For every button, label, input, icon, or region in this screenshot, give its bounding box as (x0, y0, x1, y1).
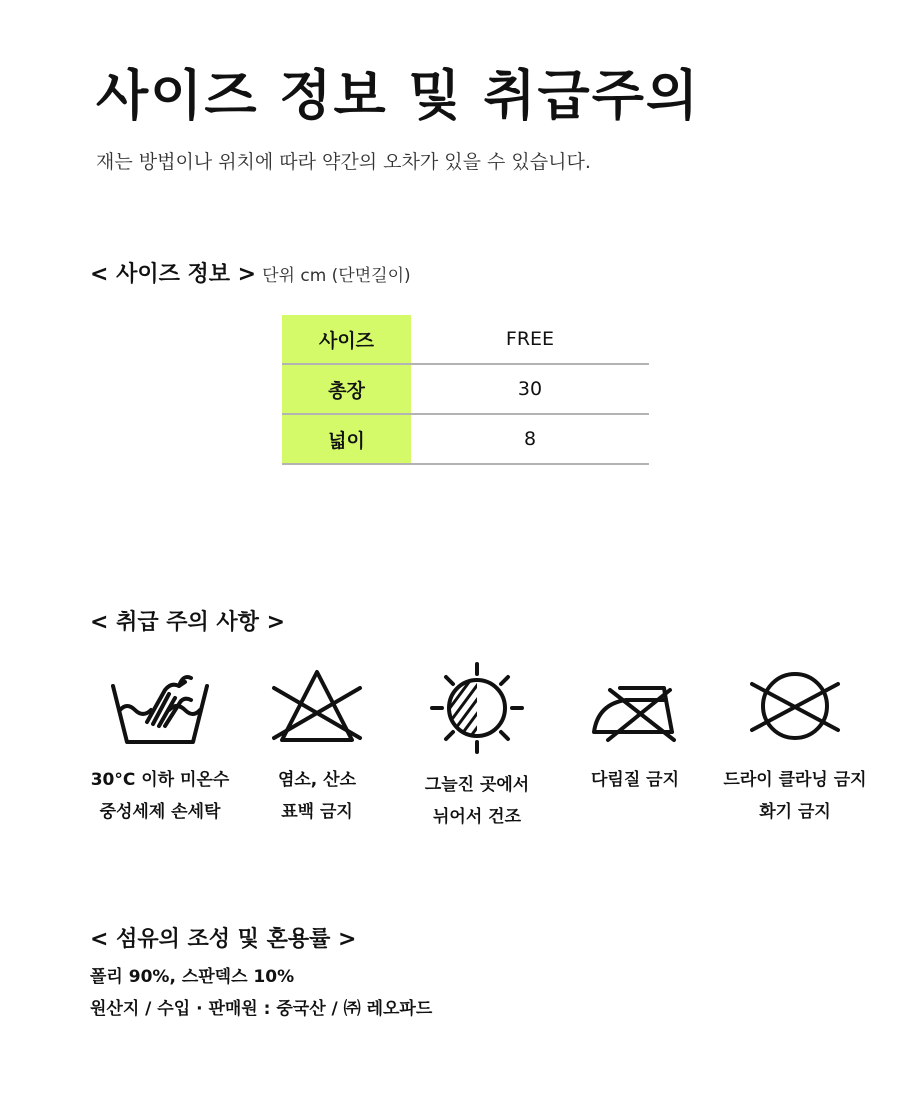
shade-dry-icon (422, 660, 532, 755)
care-item (232, 660, 402, 828)
page-title: 사이즈 정보 및 취급주의 (96, 64, 701, 127)
care-caption-line2: 중성세제 손세탁 (99, 802, 221, 822)
fiber-section-heading: < 섬유의 조성 및 혼용률 > (90, 927, 357, 952)
size-heading-text: < 사이즈 정보 > (90, 262, 257, 287)
size-section-heading (90, 260, 411, 291)
care-item (75, 660, 245, 828)
row-value: 8 (411, 414, 649, 464)
care-caption-line1: 30°C 이하 미온수 (90, 770, 230, 790)
row-label: 넓이 (282, 414, 411, 464)
size-table (282, 315, 649, 465)
care-icons-row (80, 660, 880, 860)
row-value: 30 (411, 364, 649, 414)
care-caption-line1: 그늘진 곳에서 (424, 775, 530, 795)
page-subtitle: 재는 방법이나 위치에 따라 약간의 오차가 있을 수 있습니다. (96, 151, 591, 173)
care-caption-line2: 뉘어서 건조 (432, 807, 522, 827)
care-item (710, 660, 880, 828)
no-iron-icon (580, 660, 690, 750)
row-value: FREE (411, 315, 649, 364)
hand-wash-icon (105, 660, 215, 750)
care-item (392, 660, 562, 833)
table-row (282, 315, 649, 364)
care-caption-line1: 다림질 금지 (590, 770, 680, 790)
fiber-composition: 폴리 90%, 스판덱스 10% (90, 967, 295, 987)
row-label: 총장 (282, 364, 411, 414)
care-caption-line2: 표백 금지 (281, 802, 353, 822)
table-row (282, 364, 649, 414)
care-item (550, 660, 720, 796)
care-caption-line1: 염소, 산소 (277, 770, 357, 790)
care-section-heading: < 취급 주의 사항 > (90, 610, 286, 635)
row-label: 사이즈 (282, 315, 411, 364)
care-caption-line2: 화기 금지 (759, 802, 831, 822)
unit-note: 단위 cm (단면길이) (262, 266, 411, 286)
care-caption-line1: 드라이 클라닝 금지 (723, 770, 867, 790)
no-dry-clean-icon (740, 660, 850, 750)
table-row (282, 414, 649, 464)
origin-info: 원산지 / 수입 · 판매원 : 중국산 / ㈜ 레오파드 (90, 999, 433, 1019)
no-bleach-icon (262, 660, 372, 750)
